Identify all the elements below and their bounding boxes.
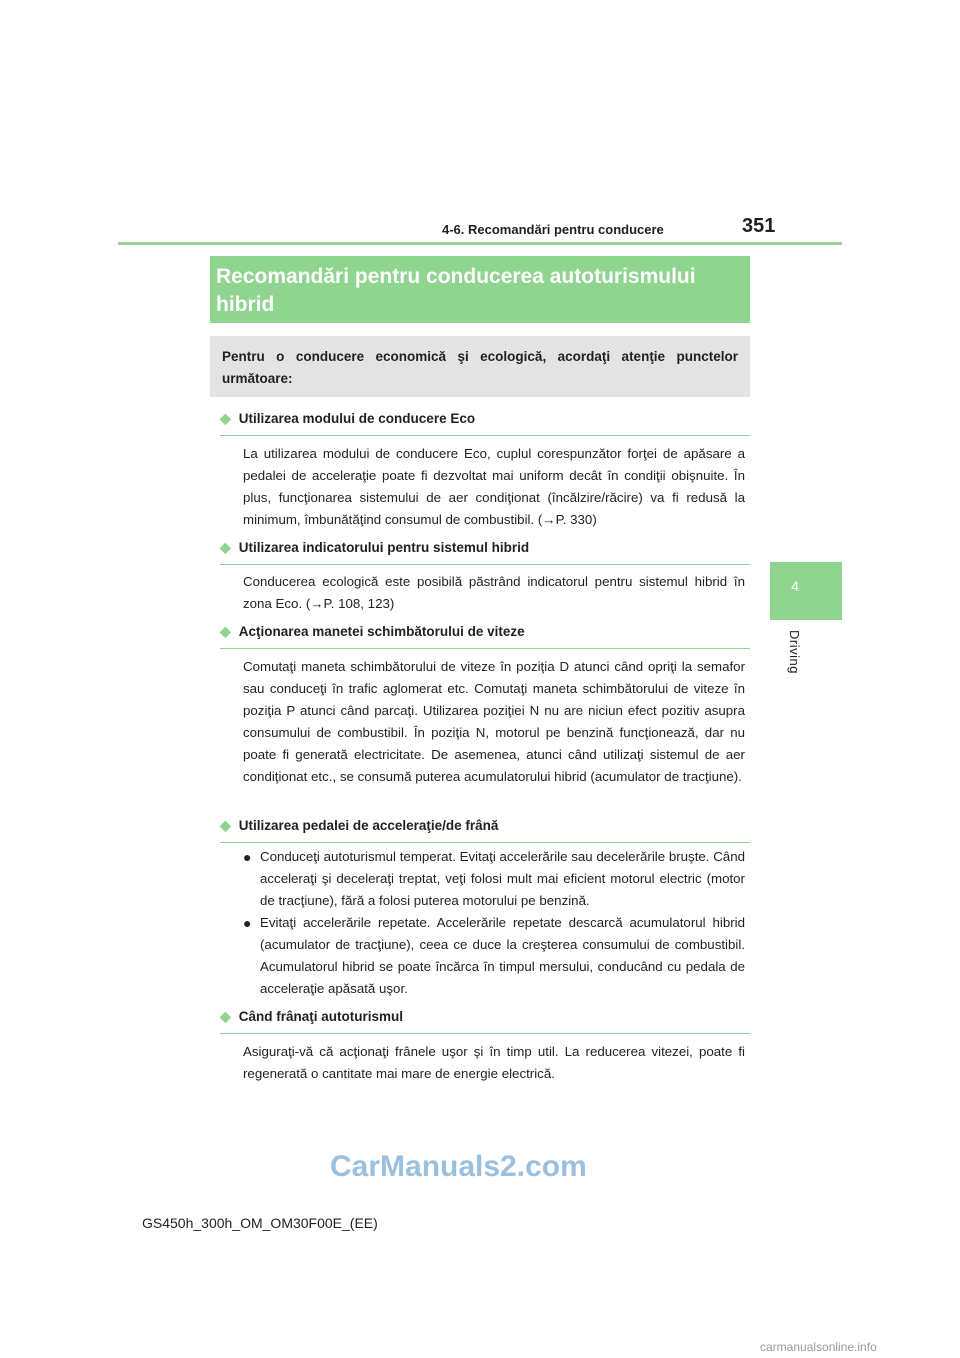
subheading-pedals — [220, 817, 750, 843]
subheading-label: Utilizarea modului de conducere Eco — [238, 411, 476, 426]
running-header: 4-6. Recomandări pentru conducere — [442, 222, 664, 237]
list-item-text: Evitaţi accelerările repetate. Accelerările repetate descarcă acumulatorul hibrid (acumulator de tracţiune), ceea ce duce la creşterea consumului de combustibil. Acumulatorul hibrid se poate încărca în timpul mersului, conducând cu pedala de acceleraţie apăsată uşor. — [260, 915, 745, 996]
list-item-text: Conduceţi autoturismul temperat. Evitaţi accelerările sau decelerările bruşte. Când acceleraţi şi deceleraţi treptat, veţi folosi mult mai eficient motorul electric (motor de tracţiune), fără a folosi puterea motorului pe benzină. — [260, 849, 745, 908]
intro-text: Pentru o conducere economică şi ecologică, acordaţi atenţie punctelor următoare: — [222, 349, 738, 386]
diamond-icon: ◆ — [220, 1008, 231, 1024]
chapter-number: 4 — [791, 578, 799, 594]
subheading-label: Când frânaţi autoturismul — [238, 1009, 404, 1024]
subheading-hybrid-indicator — [220, 539, 750, 565]
paragraph-braking: Asiguraţi-vă că acţionaţi frânele uşor şi în timp util. La reducerea vitezei, poate fi regenerată o cantitate mai mare de energie electrică. — [243, 1044, 745, 1081]
paragraph-eco-mode: La utilizarea modului de conducere Eco, cuplul corespunzător forţei de apăsare a pedalei de acceleraţie poate fi dezvoltat mai uniform decât în condiţii obişnuite. În plus, funcţionarea sistemului de aer condiţionat (încălzire/răcire) va fi redusă la minimum, îmbunătăţind consumul de combustibil. (→P. 330) — [243, 446, 745, 527]
diamond-icon: ◆ — [220, 623, 231, 639]
page-number: 351 — [742, 215, 776, 237]
subheading-label: Acţionarea manetei schimbătorului de viteze — [238, 624, 525, 639]
watermark-corner: carmanualsonline.info — [760, 1340, 877, 1354]
diamond-icon: ◆ — [220, 410, 231, 426]
subheading-label: Utilizarea pedalei de acceleraţie/de frână — [238, 818, 499, 833]
bullet-dot-icon: ● — [243, 849, 252, 865]
chapter-label: Driving — [787, 630, 802, 674]
subheading-eco-mode — [220, 410, 750, 436]
subheading-label: Utilizarea indicatorului pentru sistemul hibrid — [238, 540, 530, 555]
header-rule — [118, 242, 842, 245]
page-title: Recomandări pentru conducerea autoturismului hibrid — [216, 265, 696, 316]
document-code: GS450h_300h_OM_OM30F00E_(EE) — [142, 1215, 378, 1231]
watermark-main: CarManuals2.com — [330, 1150, 587, 1183]
bullet-dot-icon: ● — [243, 915, 252, 931]
paragraph-hybrid-indicator: Conducerea ecologică este posibilă păstrând indicatorul pentru sistemul hibrid în zona Eco. (→P. 108, 123) — [243, 574, 745, 611]
diamond-icon: ◆ — [220, 817, 231, 833]
paragraph-shift-lever: Comutaţi maneta schimbătorului de viteze în poziţia D atunci când opriţi la semafor sau conduceţi în trafic aglomerat etc. Comutaţi maneta schimbătorului de viteze în poziţia P atunci când parcaţi. Utilizarea poziţiei N nu are niciun efect pozitiv asupra consumului de combustibil. În poziţia N, motorul pe benzină funcţionează, dar nu poate fi generată electricitate. De asemenea, atunci când utilizaţi sistemul de aer condiţionat etc., se consumă puterea acumulatorului hibrid (acumulator de tracţiune). — [243, 659, 745, 784]
subheading-shift-lever — [220, 623, 750, 649]
diamond-icon: ◆ — [220, 539, 231, 555]
subheading-braking — [220, 1008, 750, 1034]
